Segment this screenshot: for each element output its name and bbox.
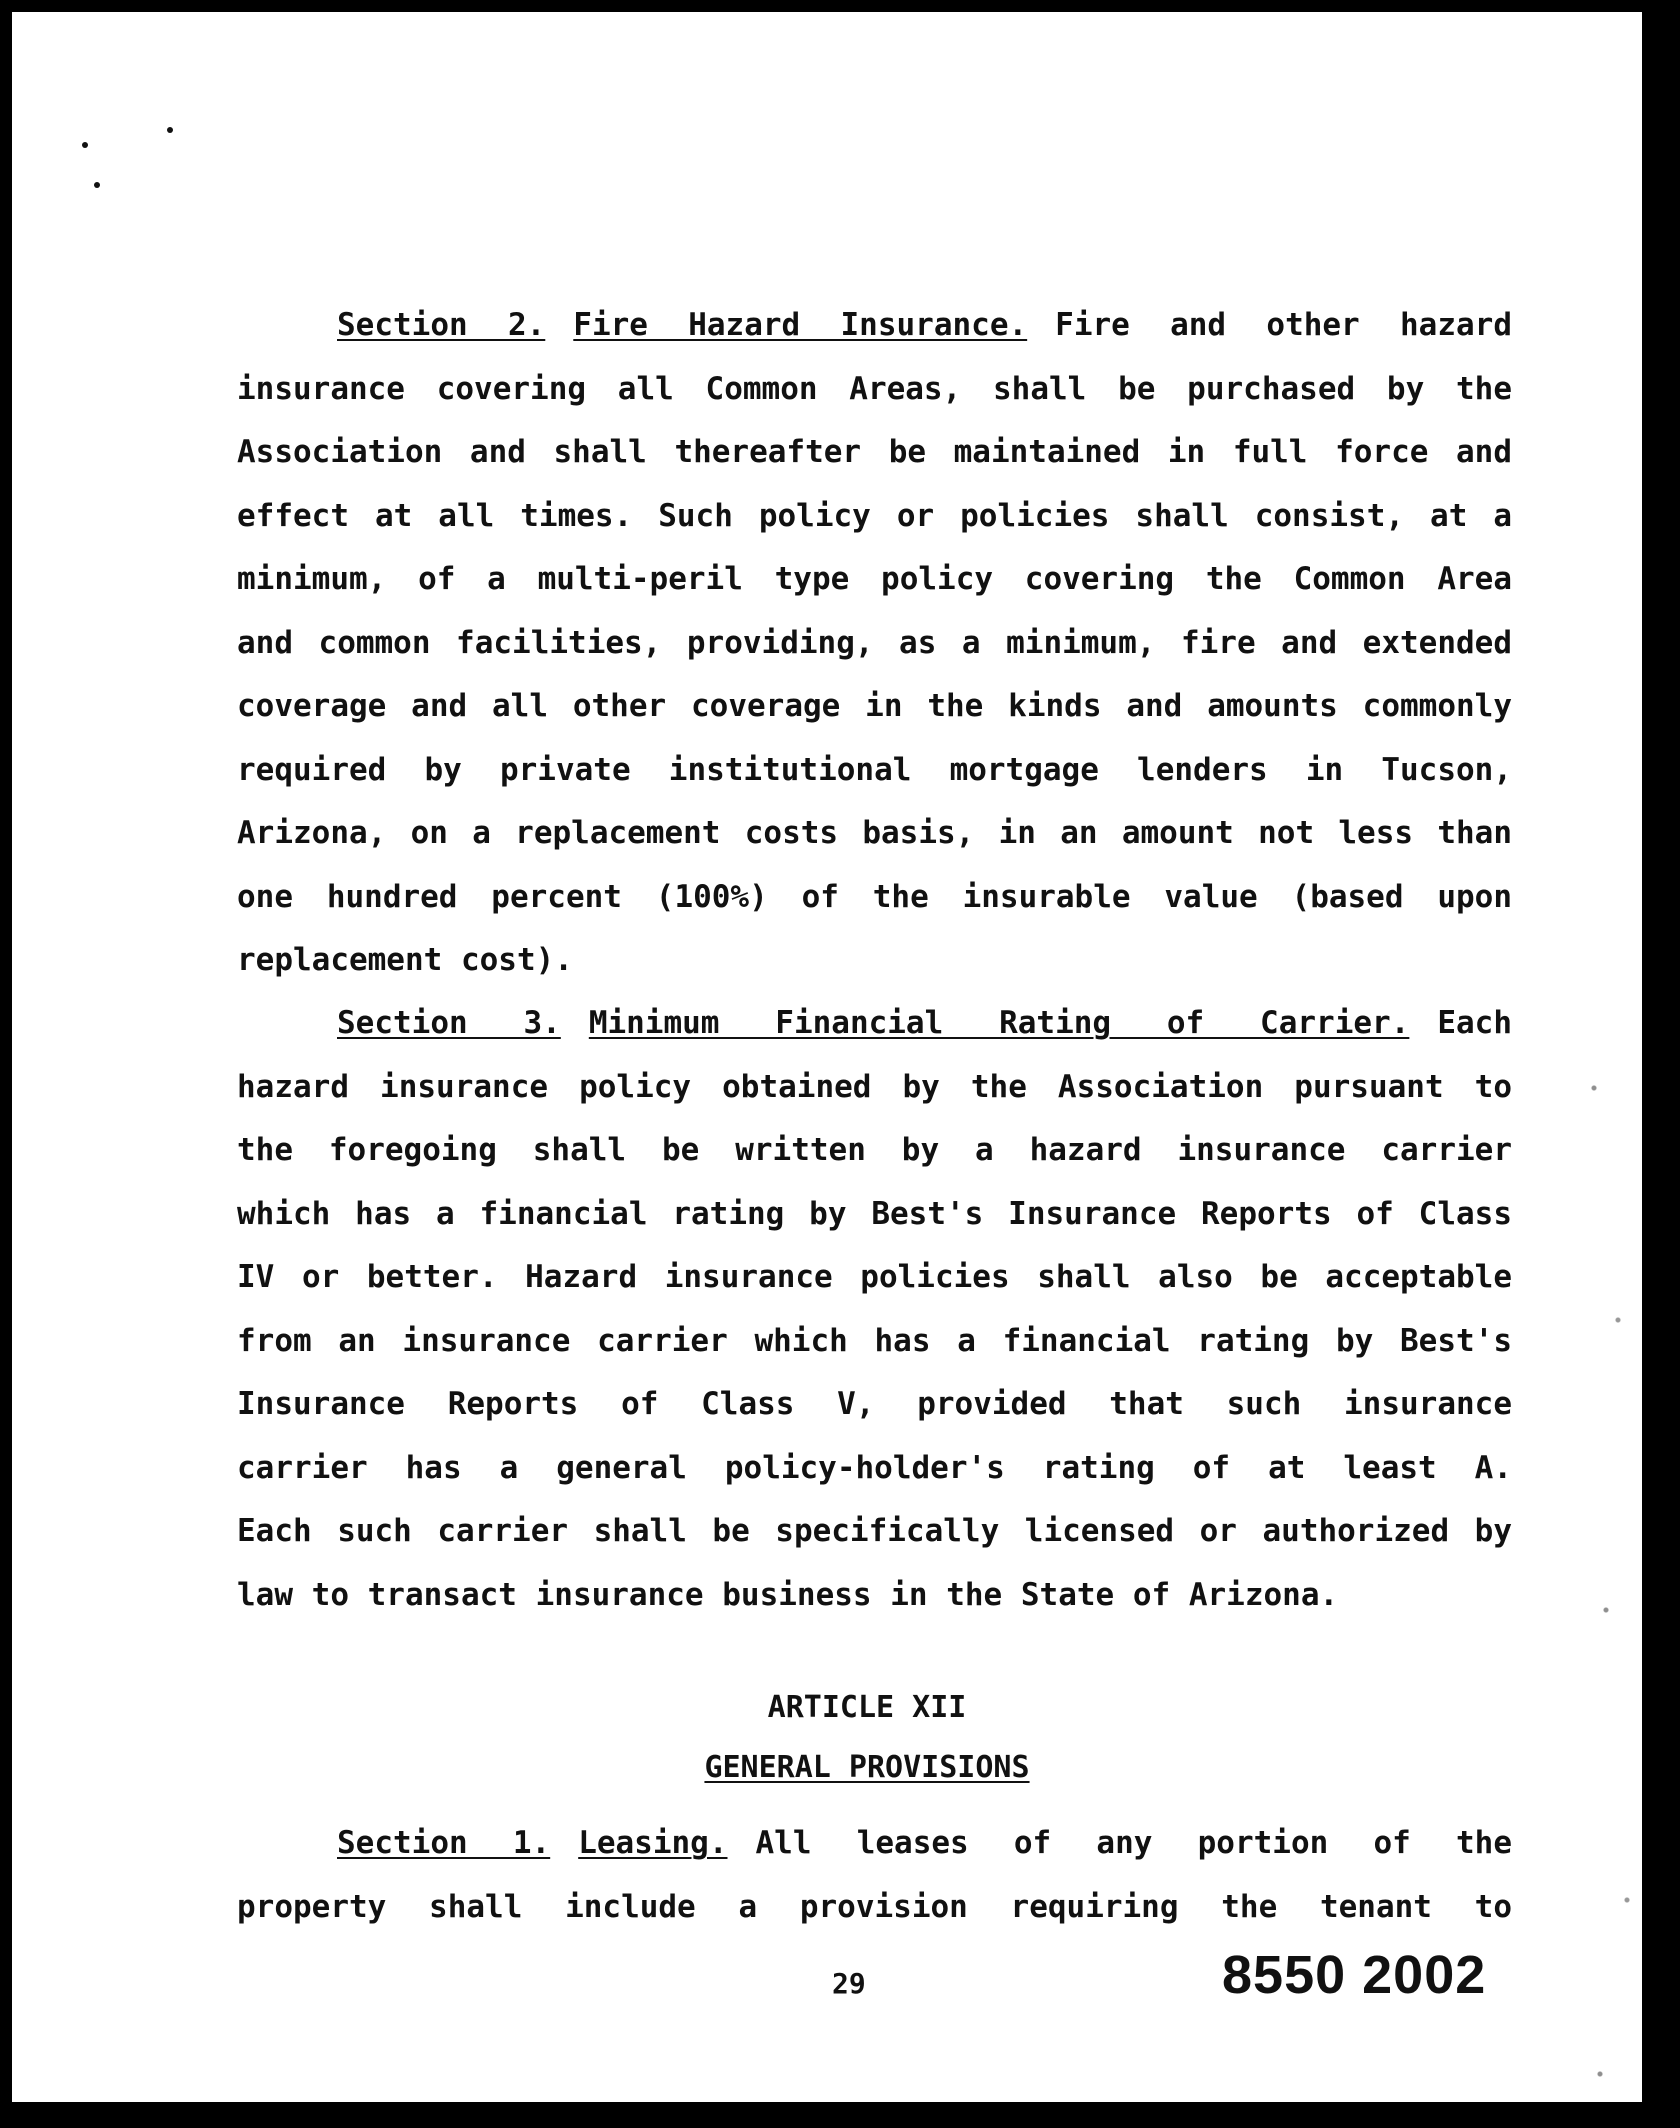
scan-speck	[82, 142, 88, 148]
section-2-paragraph	[237, 294, 1512, 993]
section-1-title: Leasing.	[578, 1825, 728, 1861]
section-2-title: Fire Hazard Insurance.	[573, 307, 1028, 343]
page-number: 29	[832, 1967, 866, 2000]
section-2-line: required by private institutional mortgage lenders in Tucson,	[237, 751, 1512, 788]
section-3-line: Each	[1437, 1005, 1513, 1041]
document-page	[12, 12, 1642, 2102]
section-3-line: the foregoing shall be written by a hazard insurance carrier	[237, 1132, 1512, 1168]
section-3-line: IV or better. Hazard insurance policies shall also be acceptable	[237, 1259, 1512, 1295]
section-2-heading-line	[237, 294, 1512, 358]
section-1-heading-line	[237, 1812, 1512, 1876]
section-3-line: from an insurance carrier which has a financial rating by Best's	[237, 1322, 1512, 1359]
section-3-paragraph	[237, 992, 1512, 1627]
section-1-label: Section 1.	[337, 1825, 551, 1861]
section-2-line: insurance covering all Common Areas, shall be purchased by the	[237, 370, 1512, 407]
section-2-line: coverage and all other coverage in the kinds and amounts commonly	[237, 688, 1512, 724]
section-3-line: law to transact insurance business in the State of Arizona.	[237, 1576, 1339, 1613]
section-3-line: carrier has a general policy-holder's rating of at least A.	[237, 1449, 1512, 1486]
section-2-line: one hundred percent (100%) of the insurable value (based upon	[237, 878, 1512, 915]
scan-speck	[94, 182, 100, 188]
article-number: ARTICLE XII	[767, 1690, 967, 1725]
section-2-line: Association and shall thereafter be maintained in full force and	[237, 434, 1512, 470]
article-title	[12, 1750, 1642, 1785]
section-2-line: Fire and other hazard	[1055, 307, 1512, 343]
document-number: 8550 2002	[1222, 1945, 1487, 2005]
section-2-line: replacement cost).	[237, 942, 573, 978]
scan-edge-noise	[1582, 972, 1642, 2102]
section-2-line: effect at all times. Such policy or policies shall consist, at a	[237, 497, 1512, 534]
section-2-line: and common facilities, providing, as a minimum, fire and extended	[237, 624, 1512, 661]
section-3-line: which has a financial rating by Best's Insurance Reports of Class	[237, 1195, 1512, 1232]
scan-speck	[167, 127, 173, 133]
section-3-heading-line	[237, 992, 1512, 1056]
section-1-line: property shall include a provision requiring the tenant to	[237, 1888, 1512, 1925]
section-2-line: Arizona, on a replacement costs basis, in an amount not less than	[237, 815, 1512, 851]
article-title-text: GENERAL PROVISIONS	[704, 1750, 1030, 1785]
section-1-line: All leases of any portion of the	[755, 1825, 1513, 1861]
section-1-paragraph	[237, 1812, 1512, 1939]
section-3-line: Each such carrier shall be specifically licensed or authorized by	[237, 1513, 1512, 1549]
section-3-title: Minimum Financial Rating of Carrier.	[588, 1005, 1410, 1041]
section-3-line: Insurance Reports of Class V, provided that such insurance	[237, 1386, 1512, 1422]
section-3-line: hazard insurance policy obtained by the Association pursuant to	[237, 1068, 1512, 1105]
section-2-line: minimum, of a multi-peril type policy covering the Common Area	[237, 561, 1512, 597]
section-2-label: Section 2.	[337, 307, 546, 343]
section-3-label: Section 3.	[337, 1005, 561, 1041]
